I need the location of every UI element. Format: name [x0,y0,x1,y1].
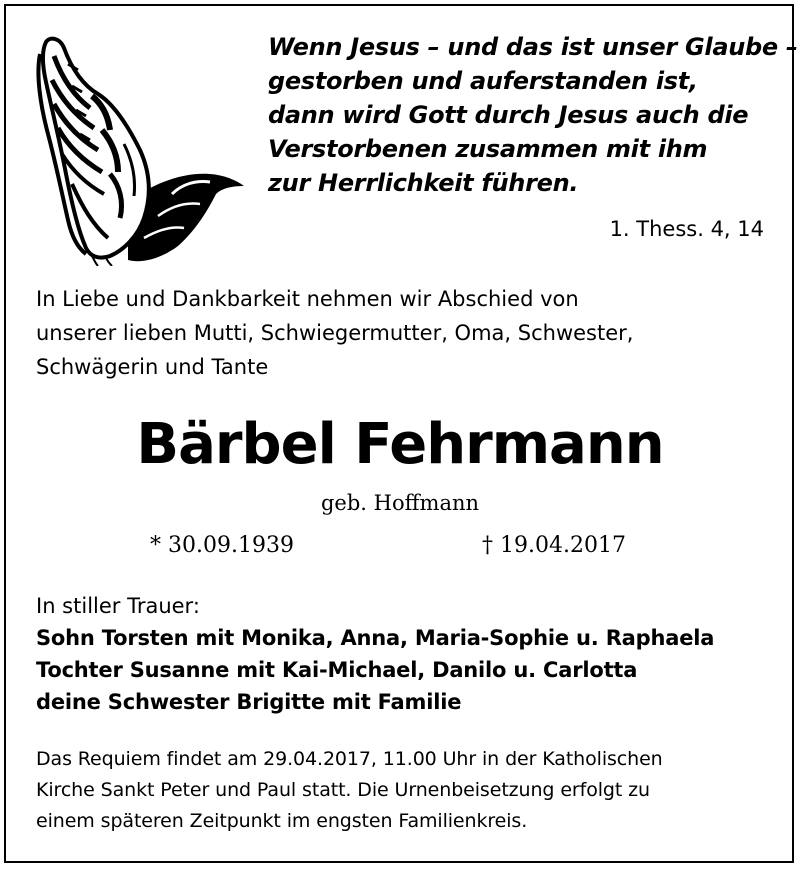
mourner-line: deine Schwester Brigitte mit Familie [36,690,462,714]
farewell-intro [36,282,766,384]
verse-line: Wenn Jesus – und das ist unser Glaube – [268,33,798,61]
mourners-list [36,622,776,718]
verse-line: dann wird Gott durch Jesus auch die [268,101,749,129]
requiem-line: einem späteren Zeitpunkt im engsten Familienkreis. [36,810,528,832]
death-date: † 19.04.2017 [482,533,626,558]
requiem-notice [36,744,766,837]
verse-line: zur Herrlichkeit führen. [268,169,579,197]
mourning-label: In stiller Trauer: [36,594,200,618]
mourner-line: Tochter Susanne mit Kai-Michael, Danilo u. Carlotta [36,658,638,682]
praying-hands-icon [32,34,246,266]
mourner-line: Sohn Torsten mit Monika, Anna, Maria-Sophie u. Raphaela [36,626,715,650]
verse-line: Verstorbenen zusammen mit ihm [268,135,708,163]
intro-line: unserer lieben Mutti, Schwiegermutter, Oma, Schwester, [36,321,634,345]
intro-line: Schwägerin und Tante [36,355,269,379]
requiem-line: Kirche Sankt Peter und Paul statt. Die Urnenbeisetzung erfolgt zu [36,779,650,801]
intro-line: In Liebe und Dankbarkeit nehmen wir Abschied von [36,287,579,311]
verse-line: gestorben und auferstanden ist, [268,67,698,95]
maiden-name: geb. Hoffmann [320,491,480,515]
birth-date: * 30.09.1939 [150,533,294,558]
bible-verse [268,30,798,200]
verse-source: 1. Thess. 4, 14 [609,217,764,241]
deceased-name: Bärbel Fehrmann [136,412,664,477]
requiem-line: Das Requiem findet am 29.04.2017, 11.00 Uhr in der Katholischen [36,748,663,770]
